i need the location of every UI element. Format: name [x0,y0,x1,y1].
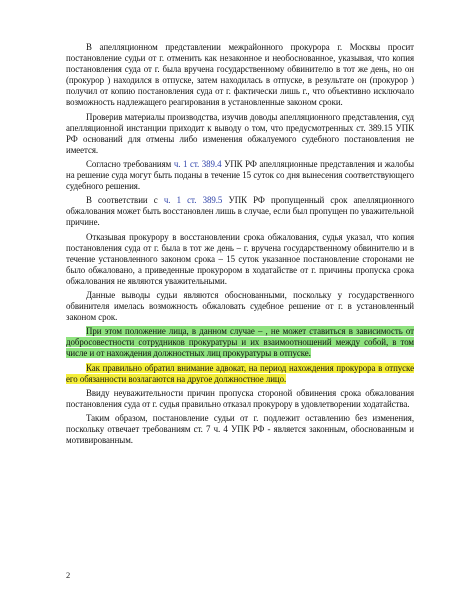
paragraph-text-after-link: УПК РФ пропущенный срок апелляционного обжалования может быть восстановлен лишь в случае, если был пропущен по уважительной причине. [66,195,415,228]
paragraph-text-before-link: Согласно требованиям [86,158,174,169]
paragraph-unjustified-reasons: Ввиду неуважительности причин пропуска стороной обвинения срока обжалования постановления суда от г. судья правильно отказал прокурору в удовлетворении ходатайства. [66,387,414,409]
highlight-yellow: Как правильно обратил внимание адвокат, на период нахождения прокурора в отпуске его обязанности возлагаются на другое должностное лицо. [66,362,414,384]
paragraph-article-389-5 [66,195,414,228]
paragraph-highlighted-yellow [66,363,414,385]
law-link-389-5[interactable]: ч. 1 ст. 389.5 [163,195,223,206]
highlight-green: При этом положение лица, в данном случае – , не может ставиться в зависимость от добросовестности сотрудников прокуратуры и их взаимоотношений между собой, в том числе и от нахождения должностных лиц прокуратуры в отпуске. [66,326,414,359]
paragraph-article-389-4 [66,159,414,192]
paragraph-highlighted-green [66,326,414,359]
paragraph-text-after-link: УПК РФ апелляционные представления и жалобы на решение суда могут быть поданы в течение 15 суток со дня вынесения соответствующего судебного решения. [66,158,414,192]
paragraph-final-conclusion: Таким образом, постановление судьи от г. подлежит оставлению без изменения, поскольку отвечает требованиям ст. 7 ч. 4 УПК РФ - является законным, обоснованным и мотивированным. [66,412,414,446]
document-body [66,42,414,446]
paragraph-judge-findings: Данные выводы судьи являются обоснованными, поскольку у государственного обвинителя имелась возможность обжаловать судебное решение от г. в установленный законом срок. [66,289,414,323]
law-link-389-4[interactable]: ч. 1 ст. 389.4 [173,158,222,169]
paragraph-appeal-representation: В апелляционном представлении межрайонного прокурора г. Москвы просит постановление судьи от г. отменить как незаконное и необоснованное, указывая, что копия постановления суда от г. была вручена государственному обвинителю в тот же день, но он (прокурор ) находился в отпуске, затем находилась в отпуске, в результате он (прокурор ) получил от копию постановления суда от г. фактически лишь г., что объективно исключало возможность надлежащего реагирования в установленные законом сроки. [66,42,414,108]
page-number: 2 [66,570,71,580]
paragraph-refusal-reasoning: Отказывая прокурору в восстановлении срока обжалования, судья указал, что копия постановления суда от г. была в тот же день – г. вручена государственному обвинителю и в течение установленного законом срока – 15 суток указанное постановление сторонами не было обжаловано, а приведенные прокурором в ходатайстве от г. причины пропуска срока обжалования не являются уважительными. [66,231,414,286]
paragraph-text-before-link: В соответствии с [86,195,164,206]
paragraph-court-conclusion: Проверив материалы производства, изучив доводы апелляционного представления, суд апелляционной инстанции приходит к выводу о том, что предусмотренных ст. 389.15 УПК РФ оснований для отмены либо изменения обжалуемого судебного постановления не имеется. [66,111,414,155]
